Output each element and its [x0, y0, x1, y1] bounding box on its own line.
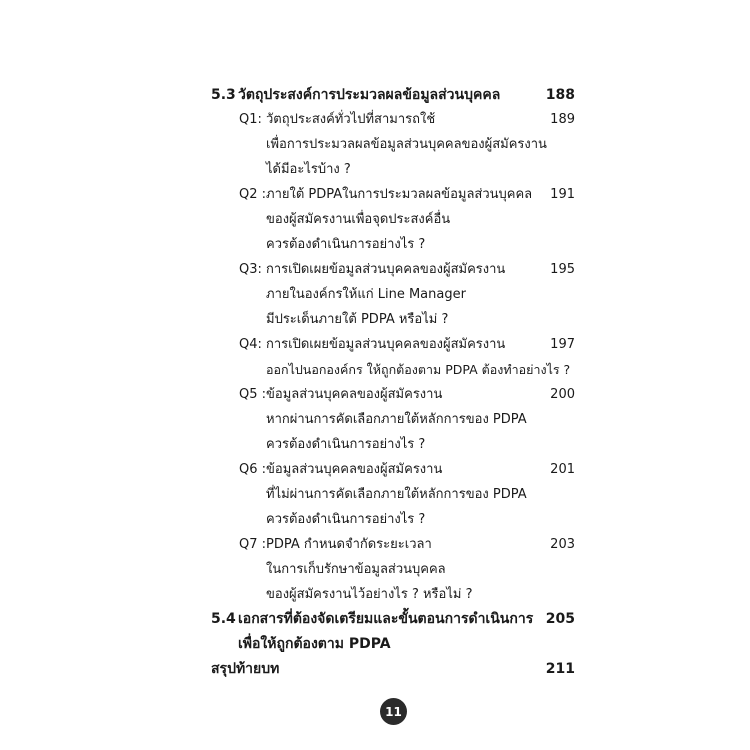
question-label: Q4: — [239, 337, 262, 352]
question-line: ออกไปนอกองค์กร ให้ถูกต้องตาม PDPA ต้องทำอย่างไร ? — [266, 362, 571, 377]
question-page: 200 — [550, 387, 575, 402]
question-line: ของผู้สมัครงานไว้อย่างไร ? หรือไม่ ? — [266, 587, 473, 602]
section-title-line: เพื่อให้ถูกต้องตาม PDPA — [238, 636, 391, 652]
question-page: 189 — [550, 112, 575, 127]
question-line: ได้มีอะไรบ้าง ? — [266, 162, 351, 177]
section-page: 188 — [545, 87, 575, 103]
page-number-badge: 11 — [380, 698, 407, 725]
question-label: Q3: — [239, 262, 262, 277]
question-line: ภายในองค์กรให้แก่ Line Manager — [266, 287, 466, 302]
question-line: มีประเด็นภายใต้ PDPA หรือไม่ ? — [266, 312, 449, 327]
question-line: หากผ่านการคัดเลือกภายใต้หลักการของ PDPA — [266, 412, 527, 427]
question-label: Q7 : — [239, 537, 267, 552]
question-page: 203 — [550, 537, 575, 552]
question-line: ในการเก็บรักษาข้อมูลส่วนบุคคล — [266, 562, 446, 577]
question-line: วัตถุประสงค์ทั่วไปที่สามารถใช้ — [266, 112, 436, 127]
question-label: Q6 : — [239, 462, 267, 477]
question-line: ภายใต้ PDPAในการประมวลผลข้อมูลส่วนบุคคล — [266, 187, 533, 202]
question-line: เพื่อการประมวลผลข้อมูลส่วนบุคคลของผู้สมัครงาน — [266, 137, 547, 152]
question-line: PDPA กำหนดจำกัดระยะเวลา — [266, 537, 432, 552]
summary-title: สรุปท้ายบท — [211, 661, 280, 677]
section-number: 5.3 — [211, 87, 236, 103]
question-line: ควรต้องดำเนินการอย่างไร ? — [266, 437, 426, 452]
question-line: ควรต้องดำเนินการอย่างไร ? — [266, 237, 426, 252]
section-title: วัตถุประสงค์การประมวลผลข้อมูลส่วนบุคคล — [238, 87, 501, 103]
question-line: การเปิดเผยข้อมูลส่วนบุคคลของผู้สมัครงาน — [266, 262, 506, 277]
section-title-line: เอกสารที่ต้องจัดเตรียมและขั้นตอนการดำเนินการ — [238, 611, 534, 627]
section-page: 205 — [545, 611, 575, 627]
question-label: Q5 : — [239, 387, 267, 402]
question-page: 195 — [550, 262, 575, 277]
question-page: 201 — [550, 462, 575, 477]
question-line: ควรต้องดำเนินการอย่างไร ? — [266, 512, 426, 527]
question-line: ข้อมูลส่วนบุคคลของผู้สมัครงาน — [266, 387, 443, 402]
section-number: 5.4 — [211, 611, 236, 627]
question-page: 191 — [550, 187, 575, 202]
question-label: Q1: — [239, 112, 262, 127]
question-page: 197 — [550, 337, 575, 352]
question-line: ของผู้สมัครงานเพื่อจุดประสงค์อื่น — [266, 212, 451, 227]
question-line: การเปิดเผยข้อมูลส่วนบุคคลของผู้สมัครงาน — [266, 337, 506, 352]
summary-page: 211 — [545, 661, 575, 677]
question-line: ข้อมูลส่วนบุคคลของผู้สมัครงาน — [266, 462, 443, 477]
question-line: ที่ไม่ผ่านการคัดเลือกภายใต้หลักการของ PDPA — [266, 487, 527, 502]
question-label: Q2 : — [239, 187, 267, 202]
